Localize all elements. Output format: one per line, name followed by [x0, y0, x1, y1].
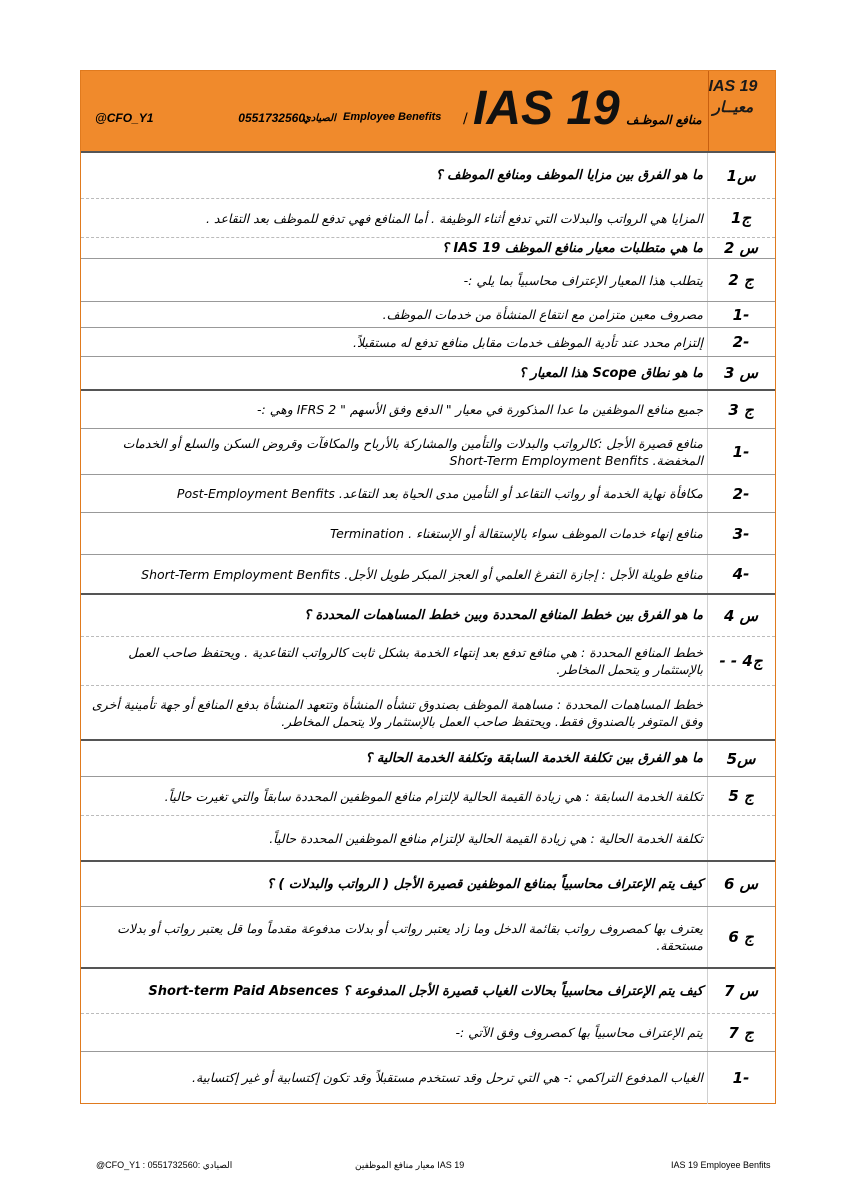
table-row [81, 739, 775, 776]
table-row [81, 258, 775, 301]
answer-text: تكلفة الخدمة الحالية : هي زيادة القيمة الحالية لإلتزام منافع الموظفين المحددة حالياً. [269, 830, 703, 846]
footer-right: IAS 19 Employee Benfits [671, 1160, 771, 1170]
answer-text: إلتزام محدد عند تأدية الموظف خدمات مقابل منافع تدفع له مستقبلاً. [352, 334, 703, 350]
table-row [81, 593, 775, 636]
answer-text: المزايا هي الرواتب والبدلات التي تدفع أثناء الوظيفة . أما المنافع فهي تدفع للموظف بعد التقاعد . [205, 210, 703, 226]
row-label: -1 [732, 305, 750, 324]
title-english: Employee Benefits [343, 111, 442, 123]
table-row [81, 151, 775, 198]
row-label: س 3 [724, 364, 758, 382]
answer-text: تكلفة الخدمة السابقة : هي زيادة القيمة الحالية لإلتزام منافع الموظفين المحددة سابقاً والتي تغيرت حالياً. [164, 788, 703, 804]
row-label: س 6 [724, 875, 758, 893]
row-label: س5 [726, 749, 756, 768]
row-label: -2 [732, 484, 750, 503]
row-label [707, 686, 775, 739]
question-text: ما هو الفرق بين مزايا الموظف ومنافع الموظف ؟ [435, 168, 703, 183]
author-phone: 0551732560: [238, 111, 309, 125]
row-label: -1 [732, 442, 750, 461]
standard-code-number: IAS 19 [708, 78, 758, 95]
table-row [81, 860, 775, 906]
table-row [81, 1013, 775, 1051]
answer-text: يتطلب هذا المعيار الإعتراف محاسبياً بما يلي :- [463, 272, 703, 288]
table-row [81, 1051, 775, 1103]
question-text: كيف يتم الإعتراف محاسبياً بمنافع الموظفين قصيرة الأجل ( الرواتب والبدلات ) ؟ [266, 876, 703, 892]
row-label: س 2 [724, 239, 758, 257]
table-row [81, 389, 775, 428]
question-text: ما هو نطاق Scope هذا المعيار ؟ [519, 365, 703, 381]
row-label: ج 6 [728, 928, 754, 946]
row-label: ج 3 [728, 400, 754, 419]
table-row [81, 301, 775, 327]
table-row [81, 198, 775, 237]
row-label: ج 7 [728, 1023, 754, 1042]
page-title: IAS 19 [473, 82, 620, 135]
table-row [81, 967, 775, 1013]
row-label: س 4 [724, 606, 758, 625]
title-separator: / [463, 111, 468, 127]
table-row [81, 815, 775, 860]
footer-middle: معيار منافع الموظفين IAS 19 [355, 1160, 465, 1170]
table-row [81, 428, 775, 474]
answer-text: جميع منافع الموظفين ما عدا المذكورة في معيار " الدفع وفق الأسهم " IFRS 2 وهي :- [257, 402, 703, 417]
footer-left: @CFO_Y1 : 0551732560: الصيادي [96, 1160, 233, 1170]
answer-text: الغياب المدفوع التراكمي :- هي التي ترحل وقد تستخدم مستقبلاً وقد تكون إكتسابية أو غير إكتسابية. [191, 1070, 703, 1085]
author-handle: @CFO_Y1 [95, 111, 154, 125]
question-text: ما هي متطلبات معيار منافع الموظف IAS 19 ؟ [441, 240, 703, 256]
answer-text: مصروف معين متزامن مع انتفاع المنشأة من خدمات الموظف. [382, 307, 703, 322]
answer-text: منافع قصيرة الأجل :كالرواتب والبدلات والتأمين والمشاركة بالأرباح والمكافآت وقروض السكن والسلع أو الخدمات المخفضة. Short-Term Employment Benfits [122, 435, 703, 468]
table-row [81, 237, 775, 258]
answer-text: منافع إنهاء خدمات الموظف سواء بالإستقالة أو الإستغناء . Termination [330, 526, 703, 541]
row-label: ج1 [730, 209, 752, 227]
row-label: ج4 - - [719, 652, 763, 670]
standard-code-word: معيــار [712, 98, 754, 116]
table-row [81, 636, 775, 685]
title-arabic: منافع الموظـف [626, 113, 702, 127]
table-row [81, 776, 775, 815]
question-text: ما هو الفرق بين تكلفة الخدمة السابقة وتكلفة الخدمة الحالية ؟ [365, 751, 703, 766]
author-name: الصيادي [303, 113, 336, 124]
main-table [80, 70, 776, 1104]
answer-text: خطط المنافع المحددة : هي منافع تدفع بعد إنتهاء الخدمة بشكل ثابت كالرواتب التقاعدية . ويحتفظ صاحب العمل بالإستثمار و يتحمل المخاطر. [128, 645, 703, 677]
table-row [81, 685, 775, 739]
row-label: س 7 [724, 982, 758, 1000]
row-label: ج 2 [728, 271, 754, 289]
table-row [81, 327, 775, 356]
table-row [81, 512, 775, 554]
row-label: س1 [726, 166, 756, 185]
answer-text: خطط المساهمات المحددة : مساهمة الموظف بصندوق تنشأه المنشأة وتتعهد المنشأة بدفع المنافع أو جهة تأمينية أخرى وفق المتوفر بالصندوق فقط. ويحتفظ صاحب العمل بالإستثمار ولا يتحمل المخاطر. [91, 696, 703, 729]
row-label: -3 [732, 524, 750, 543]
table-row [81, 474, 775, 512]
answer-text: مكافأة نهاية الخدمة أو رواتب التقاعد أو التأمين مدى الحياة بعد التقاعد. Post-Employment Benfits [176, 486, 703, 501]
row-label: -4 [732, 565, 750, 583]
row-label: -2 [732, 333, 750, 351]
table-row [81, 906, 775, 967]
row-label [707, 816, 775, 860]
table-row [81, 356, 775, 389]
question-text: كيف يتم الإعتراف محاسبياً بحالات الغياب قصيرة الأجل المدفوعة ؟ Short-term Paid Absences [148, 983, 703, 999]
title-banner [81, 71, 775, 153]
row-label: ج 5 [728, 787, 754, 805]
question-text: ما هو الفرق بين خطط المنافع المحددة وبين خطط المساهمات المحددة ؟ [304, 608, 703, 623]
standard-code [703, 77, 763, 117]
answer-text: يتم الإعتراف محاسبياً بها كمصروف وفق الآتي :- [455, 1025, 703, 1040]
row-label: -1 [732, 1068, 750, 1087]
answer-text: يعترف بها كمصروف رواتب بقائمة الدخل وما زاد يعتبر رواتب أو بدلات مدفوعة مقدماً وما قل يعتبر رواتب أو بدلات مستحقة. [117, 921, 703, 953]
table-row [81, 554, 775, 593]
answer-text: منافع طويلة الأجل : إجازة التفرغ العلمي أو العجز المبكر طويل الأجل. Short-Term Employment Benfits [141, 566, 703, 582]
